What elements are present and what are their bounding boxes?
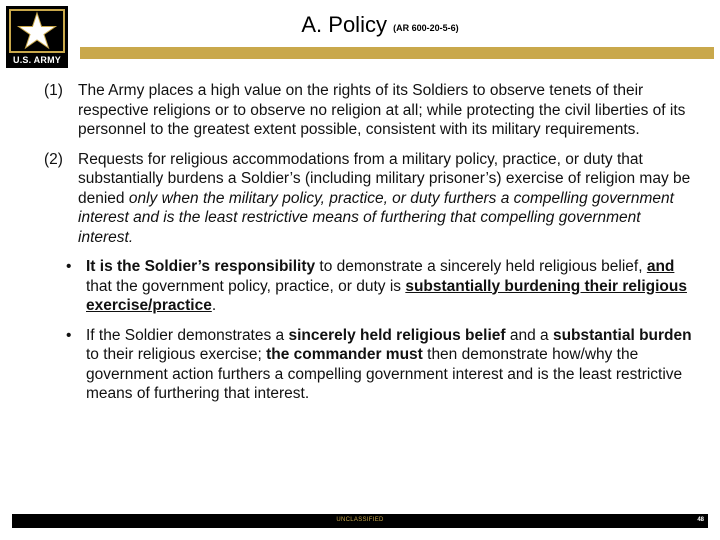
title-reference: (AR 600-20-5-6): [393, 23, 459, 33]
page-title: [0, 12, 720, 38]
footer-bar: [12, 514, 708, 528]
bullet-text: [86, 326, 694, 404]
bullet-item-2: [66, 326, 694, 404]
classification-label: UNCLASSIFIED: [336, 517, 384, 523]
paragraph-number: (2): [44, 150, 63, 168]
paragraph-text-italic: only when the military policy, practice, or duty furthers a compelling government interest and is the least restrictive means of furthering that compelling government interest.: [78, 189, 674, 246]
bullet-marker: •: [66, 326, 72, 344]
title-text: A. Policy: [301, 12, 387, 37]
page-number: 48: [697, 517, 704, 523]
bullet-text-part: to demonstrate a sincerely held religious belief,: [315, 258, 647, 275]
bullet-text-part: .: [211, 297, 217, 314]
slide-content: [44, 81, 694, 414]
logo-text: U.S. ARMY: [13, 55, 61, 65]
bullet-item-1: [66, 257, 694, 316]
bullet-text-part: then demonstrate how/why the government action furthers a compelling government interest and is the least restrictive means of furthering that interest.: [86, 346, 683, 402]
bullet-text: [86, 257, 694, 316]
bullet-text-part: and a: [505, 326, 553, 344]
bullet-bold-underline: substantially burdening their religious exercise/practice: [86, 277, 687, 314]
header-rule: [80, 47, 714, 59]
bullet-text-part: that the government policy, practice, or duty is: [86, 277, 406, 295]
paragraph-text: The Army places a high value on the rights of its Soldiers to observe tenets of their respective religions or to observe no religion at all; while protecting the civil liberties of its personnel to the greatest extent possible, consistent with its military requirements.: [78, 82, 686, 138]
bullet-bold-part: the commander must: [266, 346, 423, 363]
policy-paragraph-2: [44, 150, 694, 248]
bullet-bold-lead: It is the Soldier’s responsibility: [86, 258, 316, 275]
paragraph-text: [78, 150, 694, 248]
bullet-list: [66, 257, 694, 404]
bullet-text-part: If the Soldier demonstrates a: [86, 326, 289, 344]
bullet-and-word: and: [646, 258, 675, 275]
bullet-bold-part: sincerely held religious belief: [288, 326, 506, 344]
policy-paragraph-1: [44, 81, 694, 140]
paragraph-number: (1): [44, 82, 63, 99]
paragraph-text-plain: Requests for religious accommodations from a military policy, practice, or duty that substantially burdens a Soldier’s (including military prisoner’s) exercise of religion may be denied: [78, 150, 691, 207]
bullet-marker: •: [66, 258, 72, 275]
bullet-bold-part: substantial burden: [552, 326, 692, 344]
bullet-text-part: to their religious exercise;: [86, 346, 267, 363]
